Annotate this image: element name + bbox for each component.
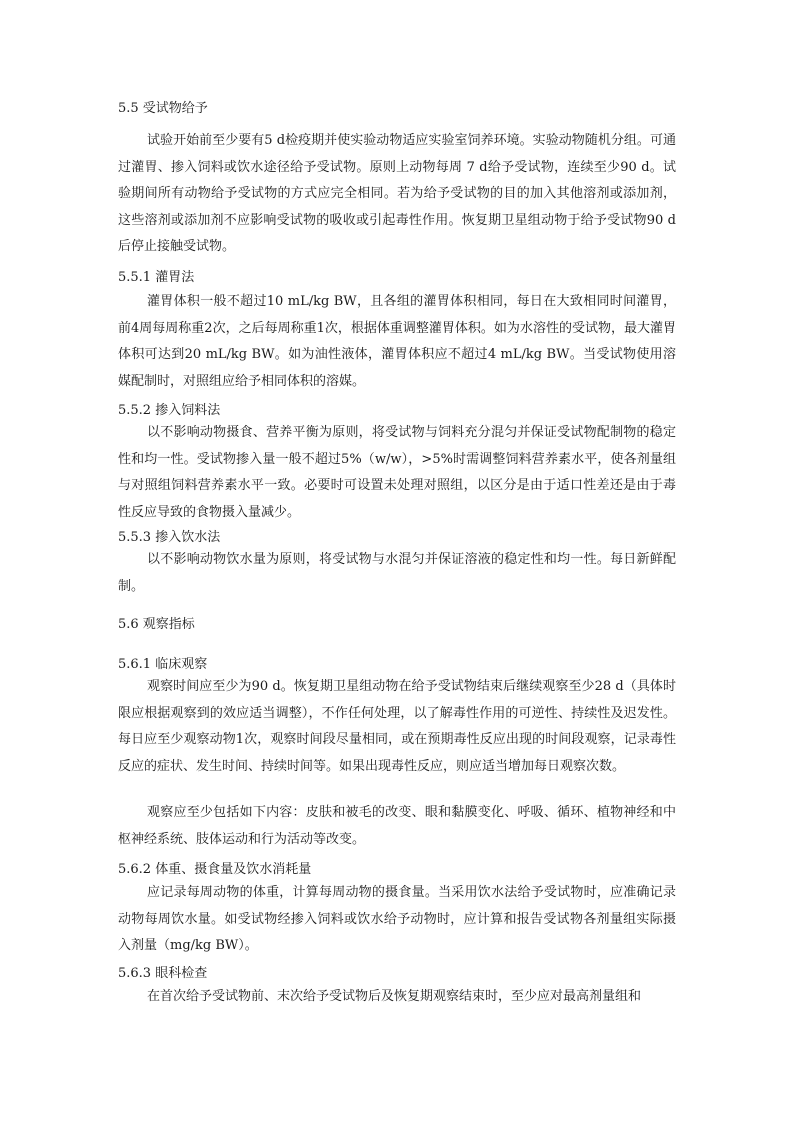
section-heading-5-6-2: 5.6.2 体重、摄食量及饮水消耗量	[118, 862, 312, 877]
paragraph-5-6-3: 在首次给予受试物前、末次给予受试物后及恢复期观察结束时，至少应对最高剂量组和	[147, 989, 642, 1004]
section-heading-5-5-3: 5.5.3 掺入饮水法	[118, 530, 221, 545]
paragraph-5-6-1-b: 观察应至少包括如下内容：皮肤和被毛的改变、眼和黏膜变化、呼吸、循环、植物神经和中枢神经系统、肢体运动和行为活动等改变。	[118, 805, 676, 847]
section-heading-5-6-3: 5.6.3 眼科检查	[118, 966, 208, 981]
section-heading-5-5-2: 5.5.2 掺入饲料法	[118, 403, 221, 418]
paragraph-5-5: 试验开始前至少要有5 d检疫期并使实验动物适应实验室饲养环境。实验动物随机分组。可通过灌胃、掺入饲料或饮水途径给予受试物。原则上动物每周 7 d给予受试物，连续至少90 d。试验期间所有动物给予受试物的方式应完全相同。若为给予受试物的目的加入其他溶剂或添加剂，这些溶剂或添加剂不应影响受试物的吸收或引起毒性作用。恢复期卫星组动物于给予受试物90 d后停止接触受试物。	[118, 133, 676, 255]
paragraph-5-5-1: 灌胃体积一般不超过10 mL/kg BW，且各组的灌胃体积相同，每日在大致相同时间灌胃，前4周每周称重2次，之后每周称重1次，根据体重调整灌胃体积。如为水溶性的受试物，最大灌胃体积可达到20 mL/kg BW。如为油性液体，灌胃体积应不超过4 mL/kg BW。当受试物使用溶媒配制时，对照组应给予相同体积的溶媒。	[118, 294, 676, 389]
paragraph-5-6-2: 应记录每周动物的体重，计算每周动物的摄食量。当采用饮水法给予受试物时，应准确记录动物每周饮水量。如受试物经掺入饲料或饮水给予动物时，应计算和报告受试物各剂量组实际摄入剂量（mg/kg BW）。	[118, 885, 676, 954]
section-heading-5-6-1: 5.6.1 临床观察	[118, 657, 208, 672]
section-heading-5-6: 5.6 观察指标	[118, 617, 195, 632]
paragraph-5-5-2: 以不影响动物摄食、营养平衡为原则，将受试物与饲料充分混匀并保证受试物配制物的稳定性和均一性。受试物掺入量一般不超过5%（w/w），>5%时需调整饲料营养素水平，使各剂量组与对照组饲料营养素水平一致。必要时可设置未处理对照组，以区分是由于适口性差还是由于毒性反应导致的食物摄入量减少。	[118, 425, 676, 520]
paragraph-5-6-1-a: 观察时间应至少为90 d。恢复期卫星组动物在给予受试物结束后继续观察至少28 d（具体时限应根据观察到的效应适当调整），不作任何处理，以了解毒性作用的可逆性、持续性及迟发性。每日应至少观察动物1次，观察时间段尽量相同，或在预期毒性反应出现的时间段观察，记录毒性反应的症状、发生时间、持续时间等。如果出现毒性反应，则应适当增加每日观察次数。	[118, 679, 676, 774]
section-heading-5-5: 5.5 受试物给予	[118, 101, 208, 116]
paragraph-5-5-3: 以不影响动物饮水量为原则，将受试物与水混匀并保证溶液的稳定性和均一性。每日新鲜配制。	[118, 552, 676, 594]
section-heading-5-5-1: 5.5.1 灌胃法	[118, 270, 195, 285]
